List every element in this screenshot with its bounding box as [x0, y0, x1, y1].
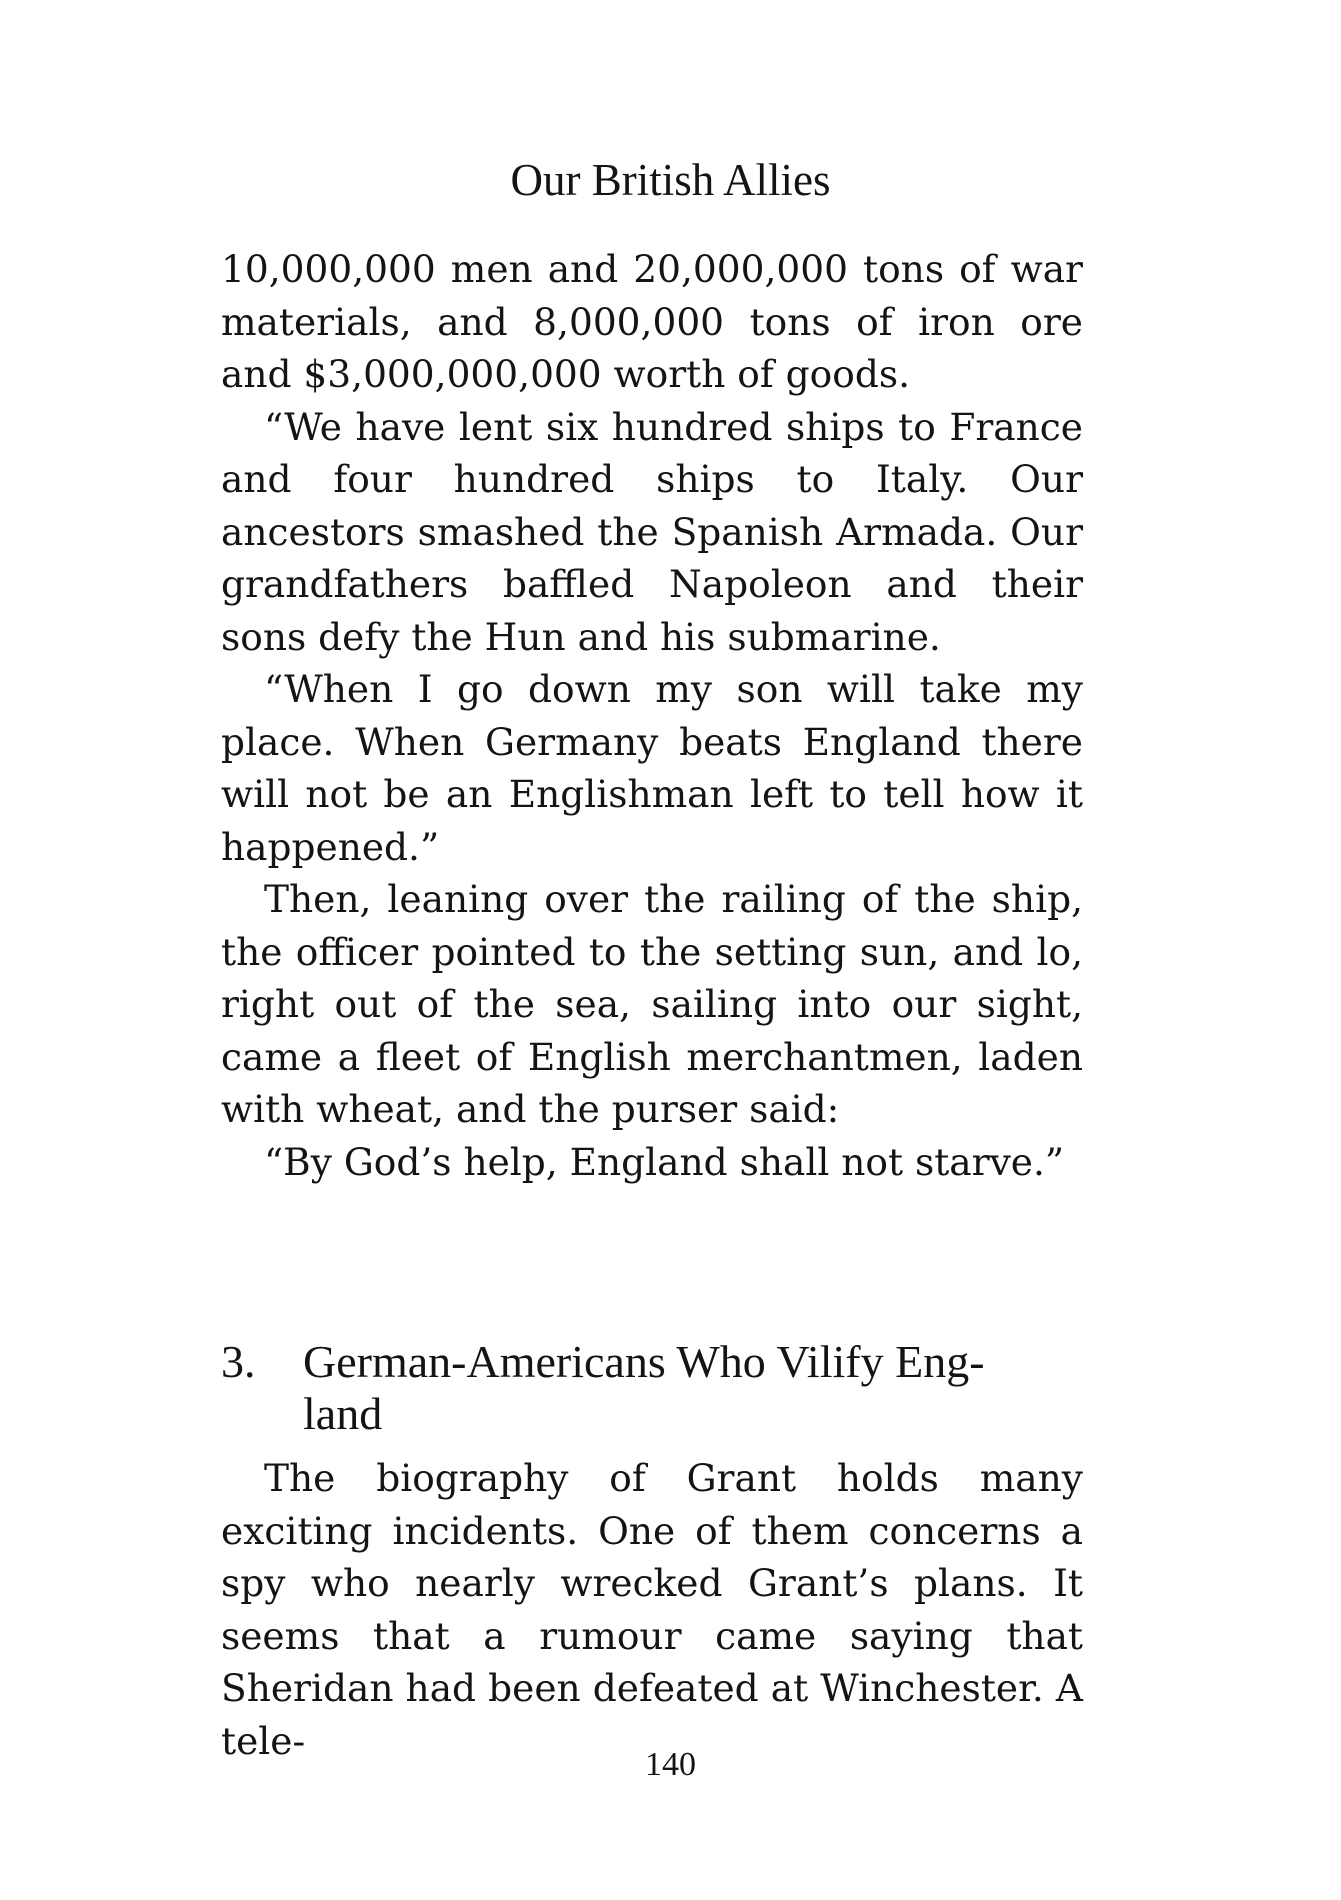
section-title-line2: land	[303, 1388, 383, 1439]
page-number: 140	[645, 1746, 696, 1783]
paragraph-grant-biography: The biography of Grant holds many exciting incidents. One of them concerns a spy who nearly wrecked Grant’s plans. It seems that a rumour came saying that Sheridan had been defeated at Winchester. A tele-	[221, 1456, 1083, 1763]
section-title-line1: German-Americans Who Vilify Eng-	[303, 1336, 985, 1387]
running-head: Our British Allies	[510, 155, 831, 205]
body-text-top	[221, 243, 1083, 1188]
paragraph-england-shall-not-starve: “By God’s help, England shall not starve.”	[264, 1139, 1065, 1184]
body-text-bottom	[221, 1452, 1083, 1767]
paragraph-son-take-place: “When I go down my son will take my place. When Germany beats England there will not be an Englishman left to tell how it happened.”	[221, 667, 1083, 869]
paragraph-officer-pointed: Then, leaning over the railing of the ship, the officer pointed to the setting sun, and lo, right out of the sea, sailing into our sight, came a fleet of English merchantmen, laden with wheat, and the purser said:	[221, 877, 1083, 1131]
section-heading	[221, 1336, 1083, 1440]
section-number: 3.	[221, 1336, 256, 1387]
paragraph-continuation: 10,000,000 men and 20,000,000 tons of war materials, and 8,000,000 tons of iron ore and $3,000,000,000 worth of goods.	[221, 247, 1083, 396]
paragraph-ships-lent: “We have lent six hundred ships to France and four hundred ships to Italy. Our ancestors smashed the Spanish Armada. Our grandfathers baffled Napoleon and their sons defy the Hun and his submarine.	[221, 404, 1083, 659]
